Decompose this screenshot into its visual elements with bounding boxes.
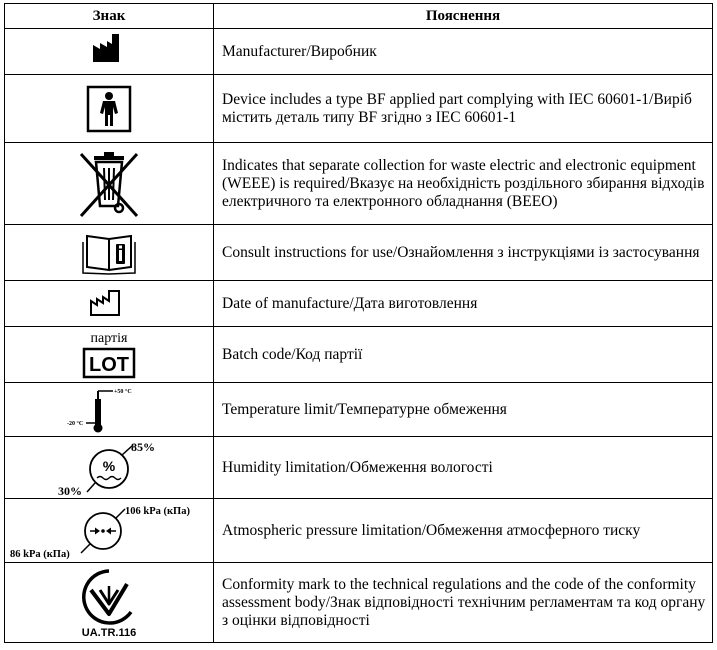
symbol-cell xyxy=(5,499,214,563)
explanation-cell: Indicates that separate collection for waste electric and electronic equipment (WEEE) is required/Вказує на необхідність роздільного збирання відходів електричного та електронного обладнання (ВЕЕО) xyxy=(214,143,713,225)
table-header-row xyxy=(5,4,713,29)
table-row xyxy=(5,499,713,563)
pressure-upper-label: 106 kPa (кПа) xyxy=(125,505,190,517)
symbol-cell xyxy=(5,225,214,281)
humidity-lower-label: 30% xyxy=(58,483,82,497)
temperature-upper-label: +50 °C xyxy=(114,388,132,395)
table-row xyxy=(5,437,713,499)
atmospheric-pressure-icon xyxy=(9,501,209,561)
header-symbol: Знак xyxy=(5,4,214,29)
table-row xyxy=(5,143,713,225)
explanation-cell: Batch code/Код партії xyxy=(214,327,713,383)
symbol-cell xyxy=(5,29,214,75)
explanation-cell: Atmospheric pressure limitation/Обмеження атмосферного тиску xyxy=(214,499,713,563)
explanation-cell: Humidity limitation/Обмеження вологості xyxy=(214,437,713,499)
table-row xyxy=(5,29,713,75)
table-row xyxy=(5,75,713,143)
symbol-cell xyxy=(5,327,214,383)
humidity-limitation-icon xyxy=(54,439,164,497)
temperature-limit-icon xyxy=(64,385,154,435)
svg-text:%: % xyxy=(102,457,116,474)
date-of-manufacture-icon xyxy=(79,285,139,323)
table-row xyxy=(5,225,713,281)
batch-code-lot-icon xyxy=(74,330,144,380)
explanation-cell: Device includes a type BF applied part complying with IEC 60601-1/Виріб містить деталь типу BF згідно з IEC 60601-1 xyxy=(214,75,713,143)
explanation-cell: Date of manufacture/Дата виготовлення xyxy=(214,281,713,327)
consult-instructions-icon xyxy=(79,230,139,276)
manufacturer-icon xyxy=(79,32,139,72)
lot-label: LOT xyxy=(89,353,129,376)
temperature-lower-label: -20 °C xyxy=(67,420,84,427)
table-row xyxy=(5,327,713,383)
symbol-cell xyxy=(5,281,214,327)
header-explanation: Пояснення xyxy=(214,4,713,29)
symbol-cell xyxy=(5,563,214,643)
pressure-lower-label: 86 kPa (кПа) xyxy=(10,548,70,560)
ua-conformity-mark-icon xyxy=(69,566,149,640)
weee-crossed-bin-icon xyxy=(76,148,142,220)
symbols-table xyxy=(4,3,713,643)
symbol-cell xyxy=(5,143,214,225)
explanation-cell: Conformity mark to the technical regulations and the code of the conformity assessment body/Знак відповідності технічним регламентам та код органу з оцінки відповідності xyxy=(214,563,713,643)
explanation-cell: Manufacturer/Виробник xyxy=(214,29,713,75)
humidity-upper-label: 85% xyxy=(131,439,155,454)
conformity-code-label: UA.TR.116 xyxy=(81,626,137,639)
symbol-cell xyxy=(5,437,214,499)
symbol-cell xyxy=(5,75,214,143)
table-row xyxy=(5,563,713,643)
symbol-cell xyxy=(5,383,214,437)
explanation-cell: Temperature limit/Температурне обмеження xyxy=(214,383,713,437)
table-row xyxy=(5,383,713,437)
batch-caption: партія xyxy=(90,330,128,346)
table-row xyxy=(5,281,713,327)
type-bf-applied-part-icon xyxy=(79,81,139,137)
explanation-cell: Consult instructions for use/Ознайомлення з інструкціями із застосування xyxy=(214,225,713,281)
